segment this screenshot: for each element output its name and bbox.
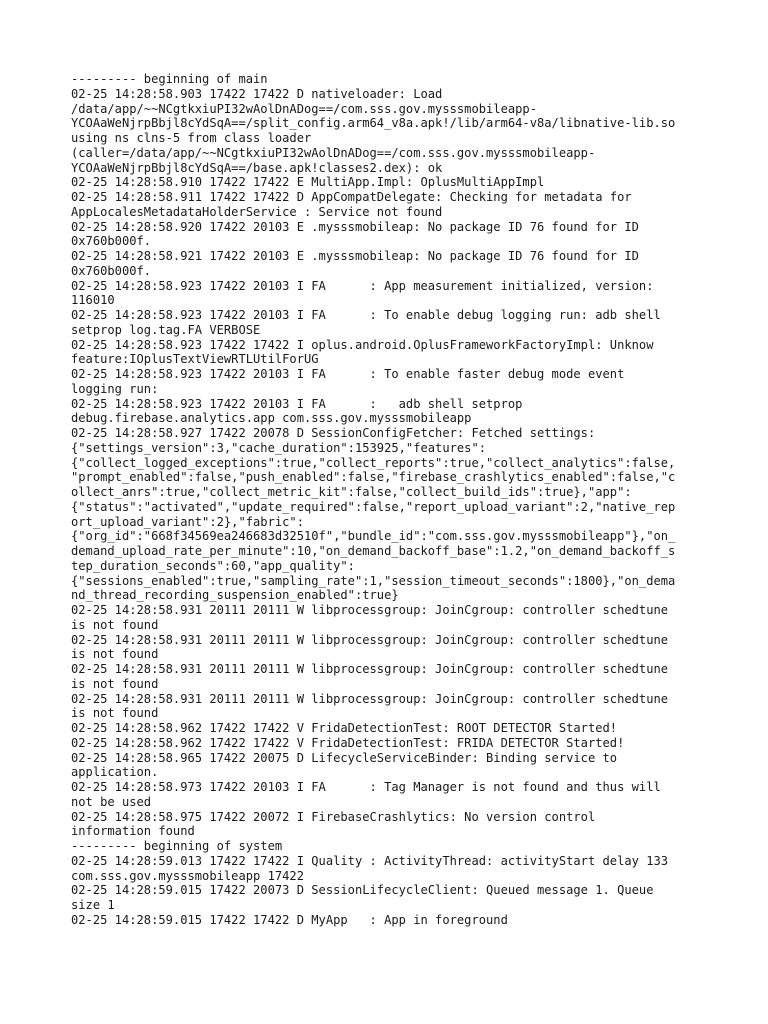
log-line: 02-25 14:28:58.927 17422 20078 D SessionConfigFetcher: Fetched settings: bbox=[71, 426, 596, 440]
log-line: /data/app/~~NCgtkxiuPI32wAolDnADog==/com.sss.gov.mysssmobileapp- bbox=[71, 101, 537, 116]
log-line: tep_duration_seconds":60,"app_quality": bbox=[71, 558, 355, 573]
log-line: 02-25 14:28:58.903 17422 17422 D nativeloader: Load bbox=[71, 86, 443, 101]
log-line: 02-25 14:28:58.962 17422 17422 V FridaDetectionTest: ROOT DETECTOR Started! bbox=[71, 721, 618, 735]
log-line: nd_thread_recording_suspension_enabled":true} bbox=[71, 588, 399, 603]
log-line: {"sessions_enabled":true,"sampling_rate":1,"session_timeout_seconds":1800},"on_dema bbox=[71, 573, 676, 588]
log-line: 02-25 14:28:58.931 20111 20111 W libprocessgroup: JoinCgroup: controller schedtune bbox=[71, 603, 669, 617]
log-line: not be used bbox=[71, 794, 152, 809]
log-line: 02-25 14:28:59.013 17422 17422 I Quality : ActivityThread: activityStart delay 133 bbox=[71, 853, 669, 868]
log-line: "prompt_enabled":false,"push_enabled":false,"firebase_crashlytics_enabled":false,"c bbox=[71, 470, 676, 485]
log-line: 02-25 14:28:58.975 17422 20072 I FirebaseCrashlytics: No version control bbox=[71, 809, 596, 824]
log-line: 0x760b000f. bbox=[71, 234, 152, 249]
log-line: 02-25 14:28:58.962 17422 17422 V FridaDetectionTest: FRIDA DETECTOR Started! bbox=[71, 735, 625, 750]
log-line: logging run: bbox=[71, 381, 159, 396]
log-line: 02-25 14:28:58.910 17422 17422 E MultiApp.Impl: OplusMultiAppImpl bbox=[71, 175, 545, 190]
log-line: 02-25 14:28:58.911 17422 17422 D AppCompatDelegate: Checking for metadata for bbox=[71, 190, 632, 204]
log-line: 02-25 14:28:58.973 17422 20103 I FA : Tag Manager is not found and thus will bbox=[71, 780, 661, 794]
log-line: YCOAaWeNjrpBbjl8cYdSqA==/base.apk!classes2.dex): ok bbox=[71, 160, 443, 175]
log-line: {"org_id":"668f34569ea246683d32510f","bundle_id":"com.sss.gov.mysssmobileapp"},"on_ bbox=[71, 529, 676, 544]
log-line: (caller=/data/app/~~NCgtkxiuPI32wAolDnADog==/com.sss.gov.mysssmobileapp- bbox=[71, 145, 596, 160]
log-line: {"settings_version":3,"cache_duration":153925,"features": bbox=[71, 440, 487, 455]
log-line: 02-25 14:28:58.923 17422 20103 I FA : adb shell setprop bbox=[71, 396, 523, 411]
log-line: 02-25 14:28:58.921 17422 20103 E .mysssmobileap: No package ID 76 found for ID bbox=[71, 249, 639, 263]
log-line: 02-25 14:28:58.931 20111 20111 W libprocessgroup: JoinCgroup: controller schedtune bbox=[71, 632, 669, 647]
log-line: is not found bbox=[71, 706, 159, 721]
log-line: ort_upload_variant":2},"fabric": bbox=[71, 514, 304, 529]
log-line: information found bbox=[71, 824, 195, 839]
log-line: 02-25 14:28:59.015 17422 17422 D MyApp : App in foreground bbox=[71, 912, 508, 927]
log-line: 02-25 14:28:59.015 17422 20073 D SessionLifecycleClient: Queued message 1. Queue bbox=[71, 883, 654, 898]
log-line: is not found bbox=[71, 676, 159, 691]
log-line: 0x760b000f. bbox=[71, 263, 152, 278]
log-line: 02-25 14:28:58.931 20111 20111 W libprocessgroup: JoinCgroup: controller schedtune bbox=[71, 662, 669, 676]
log-line: is not found bbox=[71, 647, 159, 662]
log-line: is not found bbox=[71, 617, 159, 632]
log-line: 116010 bbox=[71, 293, 115, 308]
log-line: 02-25 14:28:58.920 17422 20103 E .mysssmobileap: No package ID 76 found for ID bbox=[71, 219, 639, 234]
log-line: debug.firebase.analytics.app com.sss.gov.mysssmobileapp bbox=[71, 411, 472, 426]
log-line: AppLocalesMetadataHolderService : Service not found bbox=[71, 204, 443, 219]
log-line: demand_upload_rate_per_minute":10,"on_demand_backoff_base":1.2,"on_demand_backoff_s bbox=[71, 544, 676, 558]
log-line: 02-25 14:28:58.931 20111 20111 W libprocessgroup: JoinCgroup: controller schedtune bbox=[71, 691, 669, 706]
log-line: ollect_anrs":true,"collect_metric_kit":false,"collect_build_ids":true},"app": bbox=[71, 485, 632, 499]
log-line: 02-25 14:28:58.923 17422 17422 I oplus.android.OplusFrameworkFactoryImpl: Unknow bbox=[71, 337, 654, 352]
log-line: 02-25 14:28:58.923 17422 20103 I FA : App measurement initialized, version: bbox=[71, 278, 654, 293]
log-line: com.sss.gov.mysssmobileapp 17422 bbox=[71, 868, 304, 883]
log-line: size 1 bbox=[71, 898, 115, 912]
log-line: feature:IOplusTextViewRTLUtilForUG bbox=[71, 352, 319, 367]
log-line: application. bbox=[71, 765, 159, 780]
log-line: using ns clns-5 from class loader bbox=[71, 131, 312, 145]
log-line: setprop log.tag.FA VERBOSE bbox=[71, 322, 261, 337]
log-line: YCOAaWeNjrpBbjl8cYdSqA==/split_config.arm64_v8a.apk!/lib/arm64-v8a/libnative-lib.so bbox=[71, 116, 676, 131]
log-line: --------- beginning of main bbox=[71, 72, 268, 86]
log-line: --------- beginning of system bbox=[71, 839, 283, 853]
log-line: 02-25 14:28:58.923 17422 20103 I FA : To enable debug logging run: adb shell bbox=[71, 308, 661, 322]
log-line: {"collect_logged_exceptions":true,"collect_reports":true,"collect_analytics":false, bbox=[71, 455, 676, 470]
log-line: 02-25 14:28:58.923 17422 20103 I FA : To enable faster debug mode event bbox=[71, 367, 625, 381]
log-line: {"status":"activated","update_required":false,"report_upload_variant":2,"native_rep bbox=[71, 499, 676, 514]
log-line: 02-25 14:28:58.965 17422 20075 D LifecycleServiceBinder: Binding service to bbox=[71, 750, 618, 765]
log-text-block bbox=[71, 72, 701, 928]
